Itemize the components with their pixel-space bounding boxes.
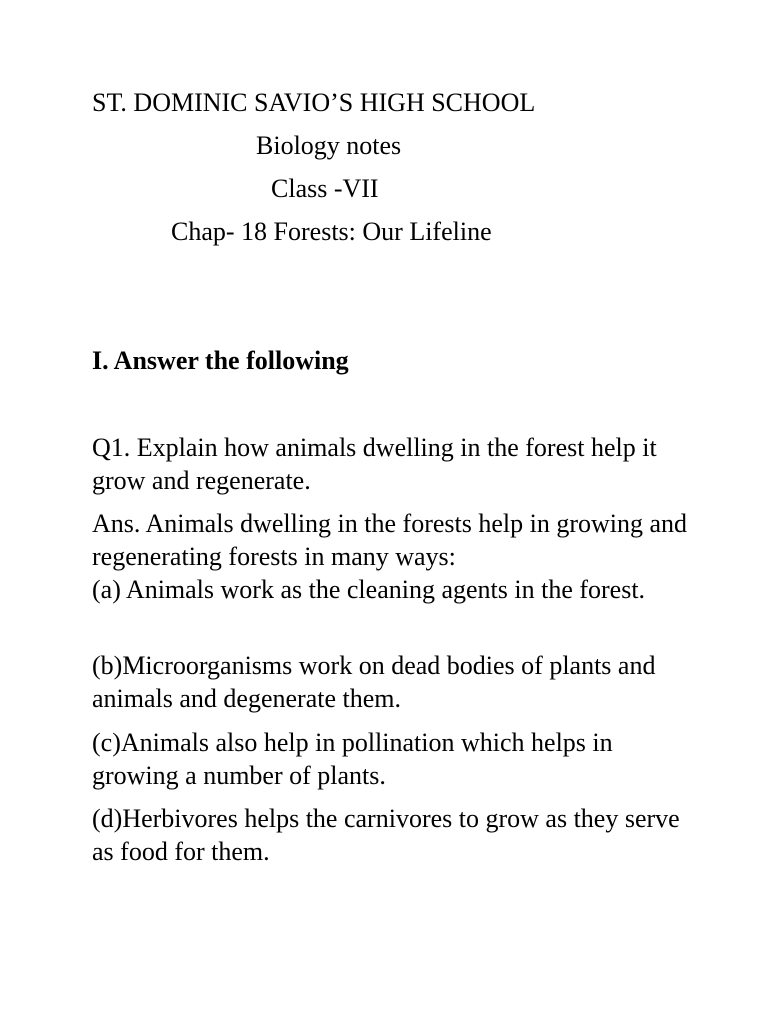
question-text: Q1. Explain how animals dwelling in the forest help it grow and regenerate. [92, 433, 657, 495]
answer-intro: Ans. Animals dwelling in the forests help in growing and regenerating forests in many ways: [92, 509, 688, 571]
notes-subject: Biology notes [256, 131, 402, 160]
answer-point-a: (a) Animals work as the cleaning agents in the forest. [92, 575, 646, 604]
answer-point-b: (b)Microorganisms work on dead bodies of plants and animals and degenerate them. [92, 651, 656, 713]
chapter-title: Chap- 18 Forests: Our Lifeline [171, 217, 492, 246]
answer-point-d: (d)Herbivores helps the carnivores to grow as they serve as food for them. [92, 804, 680, 866]
class-label: Class -VII [271, 174, 379, 203]
school-name: ST. DOMINIC SAVIO’S HIGH SCHOOL [92, 88, 536, 117]
answer-point-c: (c)Animals also help in pollination which helps in growing a number of plants. [92, 728, 613, 790]
section-title: I. Answer the following [92, 346, 349, 375]
